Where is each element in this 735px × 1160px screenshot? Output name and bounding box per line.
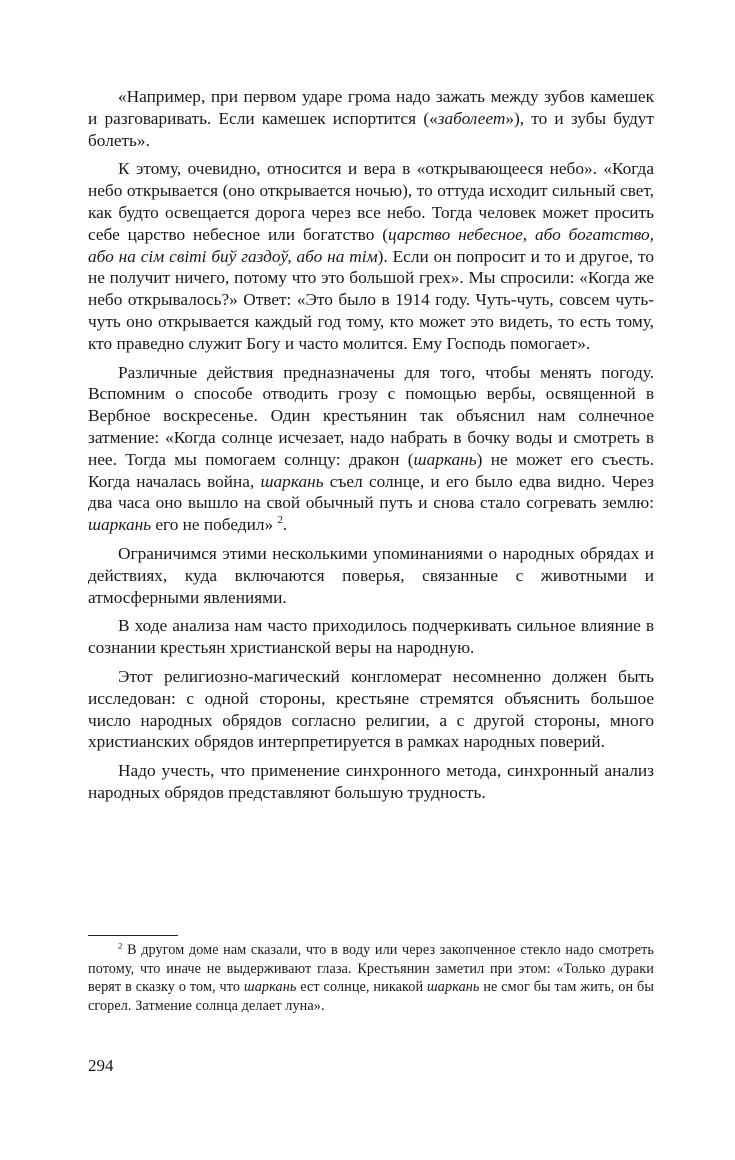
paragraph: Этот религиозно-магический конгломерат несомненно должен быть исследован: с одной стороны, крестьяне стремятся объяснить большое число народных обрядов согласно религии, а с другой стороны, много христианских обрядов интерпретируется в рамках народных поверий.	[88, 666, 654, 752]
footnote-marker: 2	[277, 514, 283, 527]
page-number: 294	[88, 1056, 114, 1075]
paragraph: В ходе анализа нам часто приходилось подчеркивать сильное влияние в сознании крестьян христианской веры на народную.	[88, 616, 654, 658]
footnote-divider	[88, 935, 178, 936]
paragraph: «Например, при первом ударе грома надо зажать между зубов камешек и разговаривать. Если камешек испортится («заболеет»), то и зубы будут болеть».	[88, 87, 654, 150]
italic-text: шаркань	[88, 515, 152, 535]
paragraph: Ограничимся этими несколькими упоминаниями о народных обрядах и действиях, куда включаются поверья, связанные с животными и атмосферными явлениями.	[88, 543, 654, 607]
paragraph: Надо учесть, что применение синхронного метода, синхронный анализ народных обрядов представляют большую трудность.	[88, 761, 654, 802]
italic-text: шаркань	[427, 979, 480, 995]
paragraph: К этому, очевидно, относится и вера в «открывающееся небо». «Когда небо открывается (оно открывается ночью), то оттуда исходит сильный свет, как будто освещается дорога через все небо. Тогда человек может просить себе царство небесное или богатство (царство небесное, або богатство, або на сім світі биў газдоў, або на тім). Если он попросит и то и другое, то не получит ничего, потому что это большой грех». Мы спросили: «Когда же небо открывалось?» Ответ: «Это было в 1914 году. Чуть-чуть, совсем чуть-чуть оно открывается каждый год тому, кто может это видеть, то есть тому, кто праведно служит Богу и часто молится. Ему Господь помогает».	[88, 159, 654, 353]
main-text	[88, 86, 654, 804]
italic-text: шаркань	[413, 449, 477, 469]
italic-text: шаркань	[260, 471, 324, 491]
italic-text: царство небесное, або богатство, або на сім світі биў газдоў, або на тім	[88, 224, 654, 266]
italic-text: заболеет	[437, 108, 506, 128]
paragraph: Различные действия предназначены для того, чтобы менять погоду. Вспомним о способе отводить грозу с помощью вербы, освященной в Вербное воскресенье. Один крестьянин так объяснил нам солнечное затмение: «Когда солнце исчезает, надо набрать в бочку воды и смотреть в нее. Тогда мы помогаем солнцу: дракон (шаркань) не может его съесть. Когда началась война, шаркань съел солнце, и его было едва видно. Через два часа оно вышло на свой обычный путь и снова стало согревать землю: шаркань его не победил» $^2$.	[88, 362, 654, 535]
footnote-marker: 2	[118, 940, 123, 951]
footnote: $^2$ В другом доме нам сказали, что в воду или через закопченное стекло надо смотреть потому, что иначе не выдерживают глаза. Крестьянин заметил при этом: «Только дураки верят в сказку о том, что шаркань ест солнце, никакой шаркань не смог бы там жить, он бы сгорел. Затмение солнца делает луна».	[88, 940, 654, 1014]
italic-text: шаркань	[243, 979, 297, 995]
